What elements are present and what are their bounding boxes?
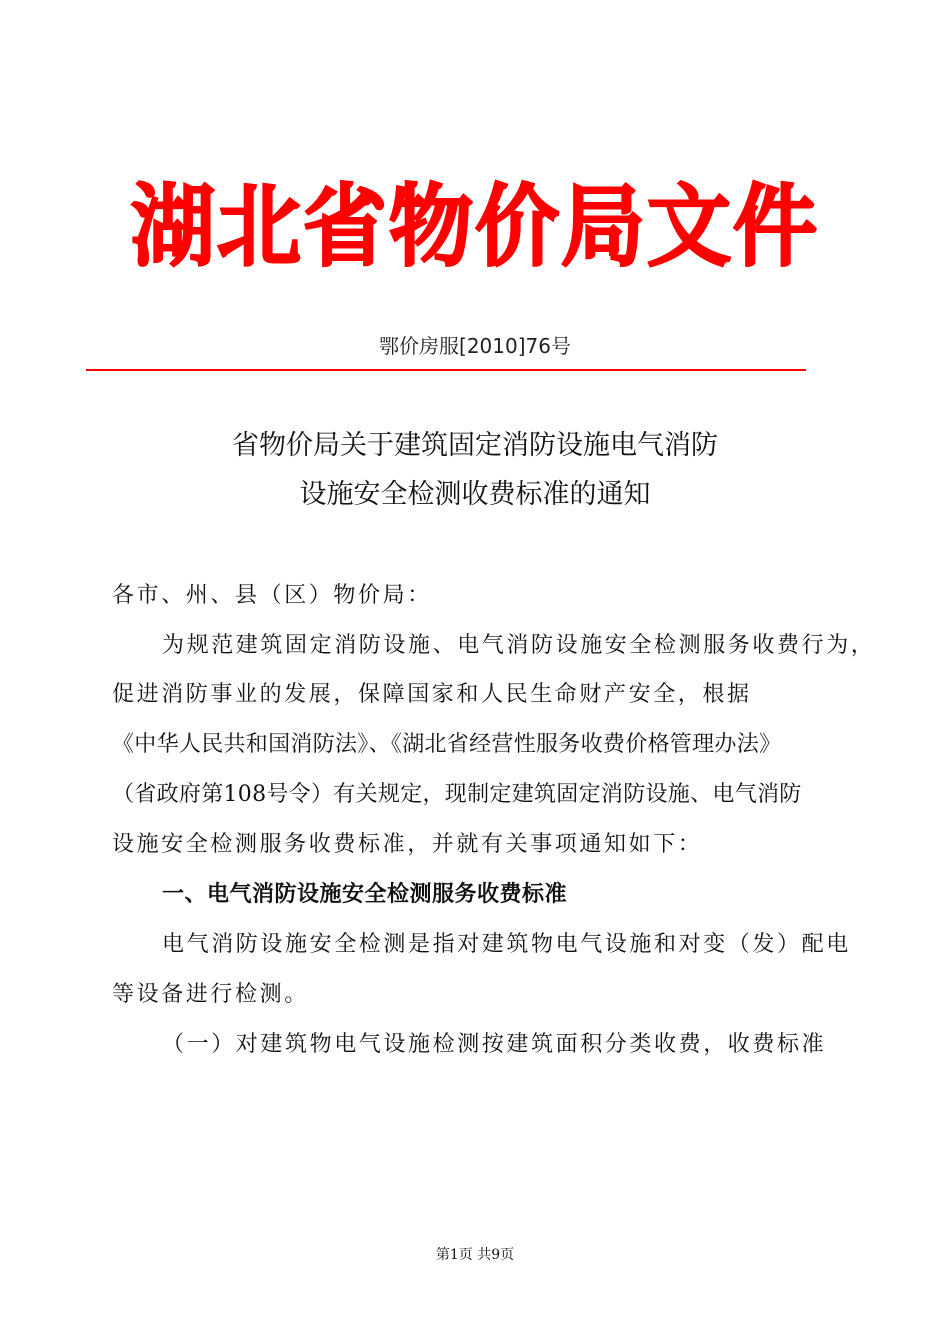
- paragraph-1-line-1: 为规范建筑固定消防设施、电气消防设施安全检测服务收费行为，: [162, 633, 876, 658]
- page-footer: 第1页 共9页: [435, 1247, 515, 1263]
- notice-title-line-1: 省物价局关于建筑固定消防设施电气消防: [232, 430, 718, 461]
- document-header-title: 湖北省物价局文件: [130, 175, 819, 279]
- paragraph-2-line-1: 电气消防设施安全检测是指对建筑物电气设施和对变（发）配电: [162, 932, 851, 957]
- paragraph-2-line-2: 等设备进行检测。: [112, 982, 309, 1007]
- paragraph-1-line-3: 《中华人民共和国消防法》、《湖北省经营性服务收费价格管理办法》: [112, 732, 782, 757]
- section-1-heading: 一、电气消防设施安全检测服务收费标准: [162, 882, 568, 907]
- notice-title-line-2: 设施安全检测收费标准的通知: [299, 479, 651, 510]
- document-number: 鄂价房服[2010]76号: [379, 334, 571, 358]
- salutation: 各市、州、县（区）物价局：: [112, 583, 432, 608]
- paragraph-1-line-2: 促进消防事业的发展，保障国家和人民生命财产安全，根据: [112, 682, 752, 707]
- paragraph-1-line-4: （省政府第108号令）有关规定，现制定建筑固定消防设施、电气消防: [112, 782, 802, 807]
- paragraph-3-line-1: （一）对建筑物电气设施检测按建筑面积分类收费，收费标准: [162, 1032, 827, 1057]
- red-divider-line: [86, 369, 806, 371]
- paragraph-1-line-5: 设施安全检测服务收费标准，并就有关事项通知如下：: [112, 832, 703, 857]
